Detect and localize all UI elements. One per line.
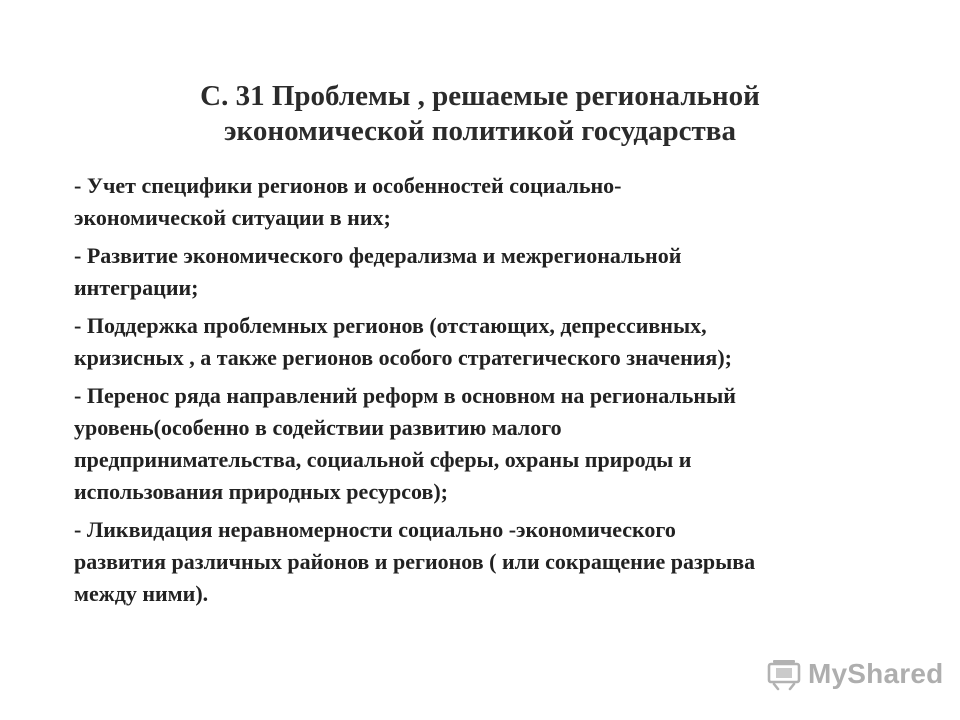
list-item-line: предпринимательства, социальной сферы, охраны природы и <box>74 447 692 472</box>
list-item-line: интеграции; <box>74 275 199 300</box>
list-item-line: - Поддержка проблемных регионов (отстающих, депрессивных, <box>74 313 707 338</box>
list-item-line: - Развитие экономического федерализма и межрегиональной <box>74 243 682 268</box>
watermark-label: MyShared <box>808 658 944 689</box>
list-item-line: - Перенос ряда направлений реформ в основном на региональный <box>74 383 736 408</box>
slide-title-line-2: экономической политикой государства <box>224 115 736 148</box>
presentation-board-icon <box>766 656 802 692</box>
list-item <box>74 380 914 508</box>
list-item-line: кризисных , а также регионов особого стратегического значения); <box>74 345 732 370</box>
list-item <box>74 514 914 610</box>
list-item-line: - Ликвидация неравномерности социально -экономического <box>74 517 676 542</box>
list-item <box>74 170 914 234</box>
list-item <box>74 240 914 304</box>
slide-title <box>70 79 890 149</box>
list-item <box>74 310 914 374</box>
list-item-line: экономической ситуации в них; <box>74 205 391 230</box>
list-item-line: использования природных ресурсов); <box>74 479 448 504</box>
myshared-watermark <box>766 654 943 694</box>
list-item-line: уровень(особенно в содействии развитию малого <box>74 415 562 440</box>
list-item-line: между ними). <box>74 581 209 606</box>
list-item-line: - Учет специфики регионов и особенностей социально- <box>74 173 622 198</box>
problems-list <box>74 170 914 616</box>
slide-title-line-1: С. 31 Проблемы , решаемые региональной <box>200 80 760 113</box>
list-item-line: развития различных районов и регионов ( или сокращение разрыва <box>74 549 756 574</box>
